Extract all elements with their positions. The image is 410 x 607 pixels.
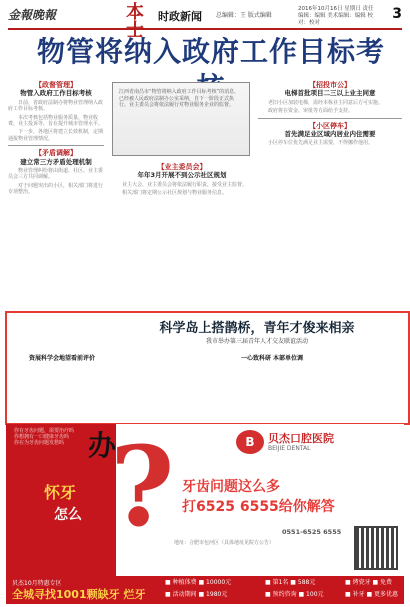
promo-top: ■ 烤瓷牙 ■ 免费 [345,579,393,586]
page-headline: 物管将纳入政府工作目标考 [36,35,385,68]
page-number: 3 [392,6,402,22]
ad-slogan-2: 打6525 6555给你解答 [182,499,335,515]
right-subhead-2: 首先满足业区域内居业内住需要 [284,130,376,139]
left-subhead: 物管入政府工作目标考核 [20,89,92,98]
promo-bottom: ■ 补牙 ■ 更多优惠 [345,591,399,598]
left-subhead-2: 建立常三方矛盾处理机制 [20,157,92,166]
feature-mid-head: 一心致科研 本部单位调 [240,355,304,362]
feature-subtitle: 我市举办第三届青年人才交友联谊活动 [205,338,308,345]
question-mark-icon: ? [110,424,175,551]
feature-left-head: 资展科学会地望看前评价 [28,355,95,362]
promo-bottom: ■ 活动期间 ■ 1980元 [165,591,228,598]
left-paragraph: 下一步，各地区将建立长效机制，定期通报物业管理情况。 [8,129,104,142]
ad-slogan-1: 牙齿问题这么多 [182,479,280,495]
section-subtitle: 总编辑：王 版式编辑 [216,12,272,19]
promo-top: ■ 第1名 ■ 588元 [265,579,316,586]
feature-story-box [5,311,410,425]
brand-logo: B [236,430,264,454]
mid-box-head: 【业主委员会】 [157,163,207,171]
left-paragraph: 物业管理纠纷将由街道、社区、业主委员会三方共同调解。 [8,168,104,181]
dateline: 2016年10月16日 星期日 责任编辑：编辑 美术编辑：编辑 校对：校对 [298,6,374,26]
mid-paragraph: 业主大会、业主委员会将依法履行职责，接受业主监督。 [122,181,248,188]
ad-left-line: 你想拥有一口健康牙齿吗 [14,434,70,440]
left-paragraph: 对于问题突出的小区，相关部门将进行专项整治。 [8,182,104,196]
ad-address: 地址：合肥市包河区（具体地址见院方公告） [174,540,275,546]
middle-column [112,160,252,308]
ad-ban-character: 办 [88,429,117,462]
ad-bottom-line-1: 贝杰10月特惠专区 [12,580,62,587]
right-box-head: 【招投市公】 [309,81,351,89]
ad-left-line: 你有牙齿问题，需要治疗吗 [14,428,75,434]
right-column [258,78,402,308]
photo-box [112,82,250,156]
left-box-head-2: 【矛盾调解】 [35,149,77,158]
right-paragraph: 老旧小区加装电梯，需经本栋业主同意后方可实施。 [268,99,384,106]
left-column [8,78,104,308]
right-paragraph: 小区停车位优先满足业主需要，不得挪作他用。 [268,140,374,147]
right-subhead: 电梯首批项目二三以上业主同意 [284,89,376,98]
brand-english-name: BEIJIE DENTAL [268,445,311,452]
newspaper-logo: 金報晚報 [8,8,57,22]
left-paragraph: 日前，省政府法制办将物业管理纳入政府工作目标考核。 [8,99,104,113]
ad-left-line: 你在为牙齿问题发愁吗 [14,440,65,446]
mid-paragraph: 相关部门将定期公示社区规划与物业服务信息。 [122,190,228,197]
section-name: 时政新闻 [158,10,202,23]
feature-title: 科学岛上搭鹊桥，青年才俊来相亲 [159,321,355,336]
promo-bottom: ■ 预约咨询 ■ 100元 [265,591,324,598]
masthead [8,2,402,41]
qr-code-icon [354,526,398,570]
brand-block [236,430,344,456]
right-paragraph: 政府将在资金、审批等方面给予支持。 [268,108,354,115]
brand-name: 贝杰口腔医院 [268,432,334,445]
section-mark: 本士 [126,2,144,41]
promo-item [336,578,402,602]
left-paragraph: 本次考核包括物业服务质量、物业收费、业主投诉等，旨在提升城市管理水平。 [8,114,104,128]
mid-subhead: 年年3月开展不到公示社区规划 [137,171,227,180]
photo-caption: 江西省南昌市“物管将纳入政府工作目标考核”的消息，已经被人民政府法制办公室采纳，自下一阶段正式执行。业主委员会将依法履行对物业服务企业的监督。 [119,89,240,108]
ad-bottom-line-2: 全城寻找1001颗缺牙 烂牙 [12,588,146,601]
ad-left-big-text-1: 怀牙 [44,483,77,502]
ad-bottom-bar [6,576,404,604]
left-box-head: 【政督管理】 [35,81,77,89]
promo-top: ■ 种植体费 ■ 10000元 [165,579,232,586]
ad-phone-number: 0551-6525 6555 [282,528,342,536]
ad-left-big-text-2: 怎么 [54,507,82,523]
dental-advertisement [6,424,404,604]
divider [8,145,104,146]
divider [258,118,402,119]
right-box-head-2: 【小区停车】 [309,121,351,130]
